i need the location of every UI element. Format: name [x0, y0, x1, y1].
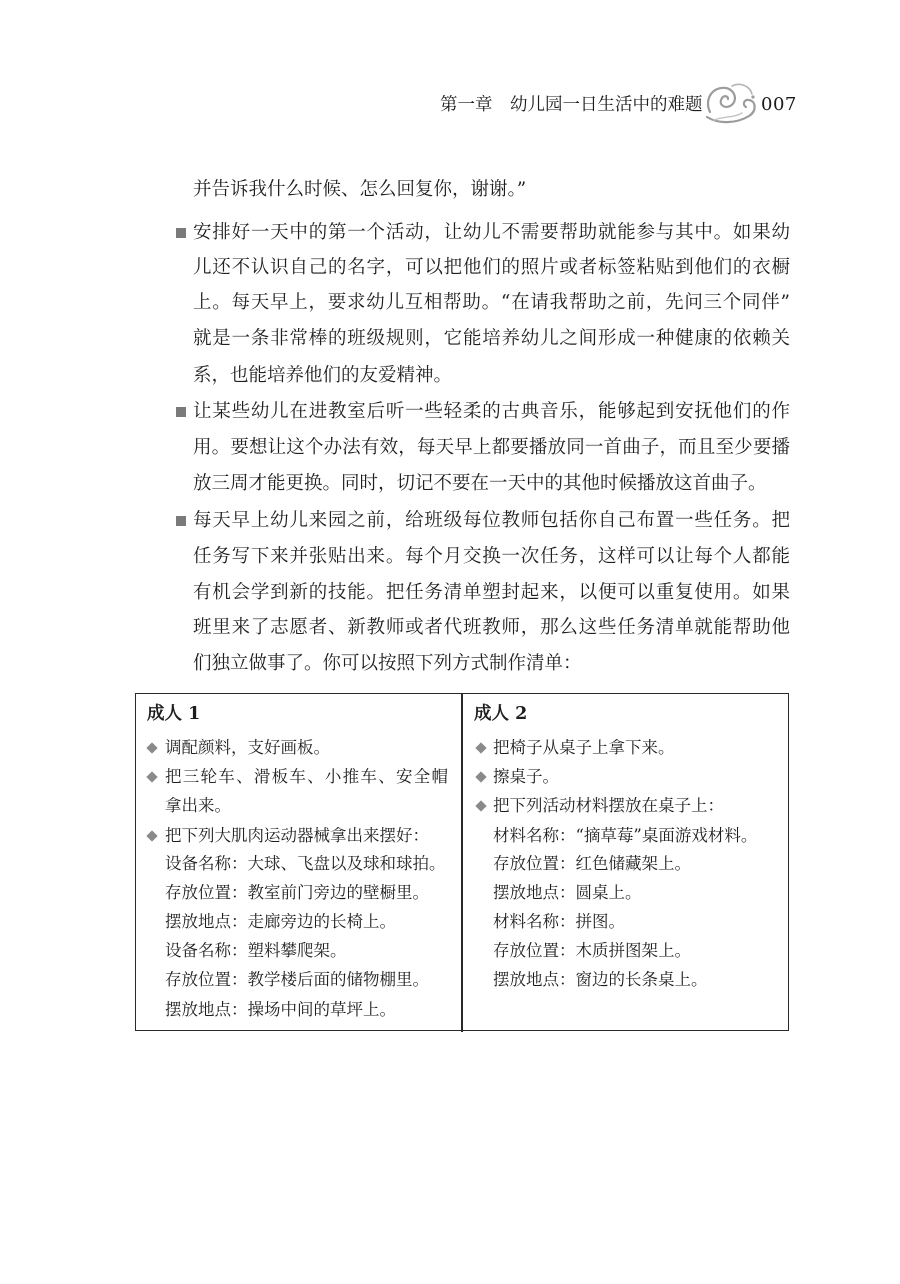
table-item: 把下列活动材料摆放在桌子上：: [493, 796, 724, 815]
table-item-detail: 摆放地点：走廊旁边的长椅上。: [165, 912, 396, 931]
chapter-label: 第一章: [440, 95, 493, 115]
column-heading: 成人 2: [474, 704, 528, 724]
swirl-ornament-icon: [702, 80, 760, 126]
column-heading: 成人 1: [147, 704, 201, 724]
paragraph-line: 有机会学到新的技能。把任务清单塑封起来，以便可以重复使用。如果: [193, 582, 790, 603]
paragraph-line: 上。每天早上，要求幼儿互相帮助。“在请我帮助之前，先问三个同伴”: [193, 292, 790, 313]
table-item-detail: 存放位置：教室前门旁边的壁橱里。: [165, 883, 429, 902]
paragraph-line: 任务写下来并张贴出来。每个月交换一次任务，这样可以让每个人都能: [193, 546, 790, 567]
paragraph-line: 班里来了志愿者、新教师或者代班教师，那么这些任务清单就能帮助他: [193, 617, 790, 638]
square-bullet-icon: [176, 516, 186, 526]
table-item: 把下列大肌肉运动器械拿出来摆好：: [165, 826, 429, 845]
paragraph-line: 系，也能培养他们的友爱精神。: [193, 365, 453, 386]
table-item-detail: 存放位置：木质拼图架上。: [493, 941, 691, 960]
paragraph-line: 就是一条非常棒的班级规则，它能培养幼儿之间形成一种健康的依赖关: [193, 328, 790, 349]
table-item-detail: 摆放地点：操场中间的草坪上。: [165, 1000, 396, 1019]
table-item-detail: 摆放地点：圆桌上。: [493, 883, 642, 902]
table-item-detail: 设备名称：大球、飞盘以及球和球拍。: [165, 854, 446, 873]
table-item-detail: 存放位置：红色储藏架上。: [493, 854, 691, 873]
paragraph-line: 放三周才能更换。同时，切记不要在一天中的其他时候播放这首曲子。: [193, 473, 767, 494]
paragraph-line: 安排好一天中的第一个活动，让幼儿不需要帮助就能参与其中。如果幼: [193, 222, 790, 243]
table-item-detail: 设备名称：塑料攀爬架。: [165, 941, 347, 960]
paragraph-line: 儿还不认识自己的名字，可以把他们的照片或者标签粘贴到他们的衣橱: [193, 257, 790, 278]
paragraph-line: 用。要想让这个办法有效，每天早上都要播放同一首曲子，而且至少要播: [193, 437, 790, 458]
paragraph-line: 并告诉我什么时候、怎么回复你，谢谢。”: [193, 179, 527, 200]
page-number: 007: [761, 94, 797, 115]
table-item-detail: 存放位置：教学楼后面的储物棚里。: [165, 970, 429, 989]
table-column-divider: [461, 693, 463, 1032]
table-item: 把椅子从桌子上拿下来。: [493, 738, 675, 757]
square-bullet-icon: [176, 407, 186, 417]
table-item-detail: 摆放地点：窗边的长条桌上。: [493, 970, 708, 989]
paragraph-line: 们独立做事了。你可以按照下列方式制作清单：: [193, 653, 582, 674]
square-bullet-icon: [176, 228, 186, 238]
table-item-continuation: 拿出来。: [165, 796, 231, 815]
table-item: 擦桌子。: [493, 767, 559, 786]
paragraph-line: 让某些幼儿在进教室后听一些轻柔的古典音乐，能够起到安抚他们的作: [193, 401, 790, 422]
table-item-detail: 材料名称：拼图。: [493, 912, 625, 931]
table-item: 把三轮车、滑板车、小推车、安全帽: [165, 767, 448, 786]
chapter-title: 幼儿园一日生活中的难题: [510, 95, 703, 115]
paragraph-line: 每天早上幼儿来园之前，给班级每位教师包括你自己布置一些任务。把: [193, 510, 790, 531]
table-item-detail: 材料名称：“摘草莓”桌面游戏材料。: [493, 826, 758, 845]
table-item: 调配颜料，支好画板。: [165, 738, 330, 757]
